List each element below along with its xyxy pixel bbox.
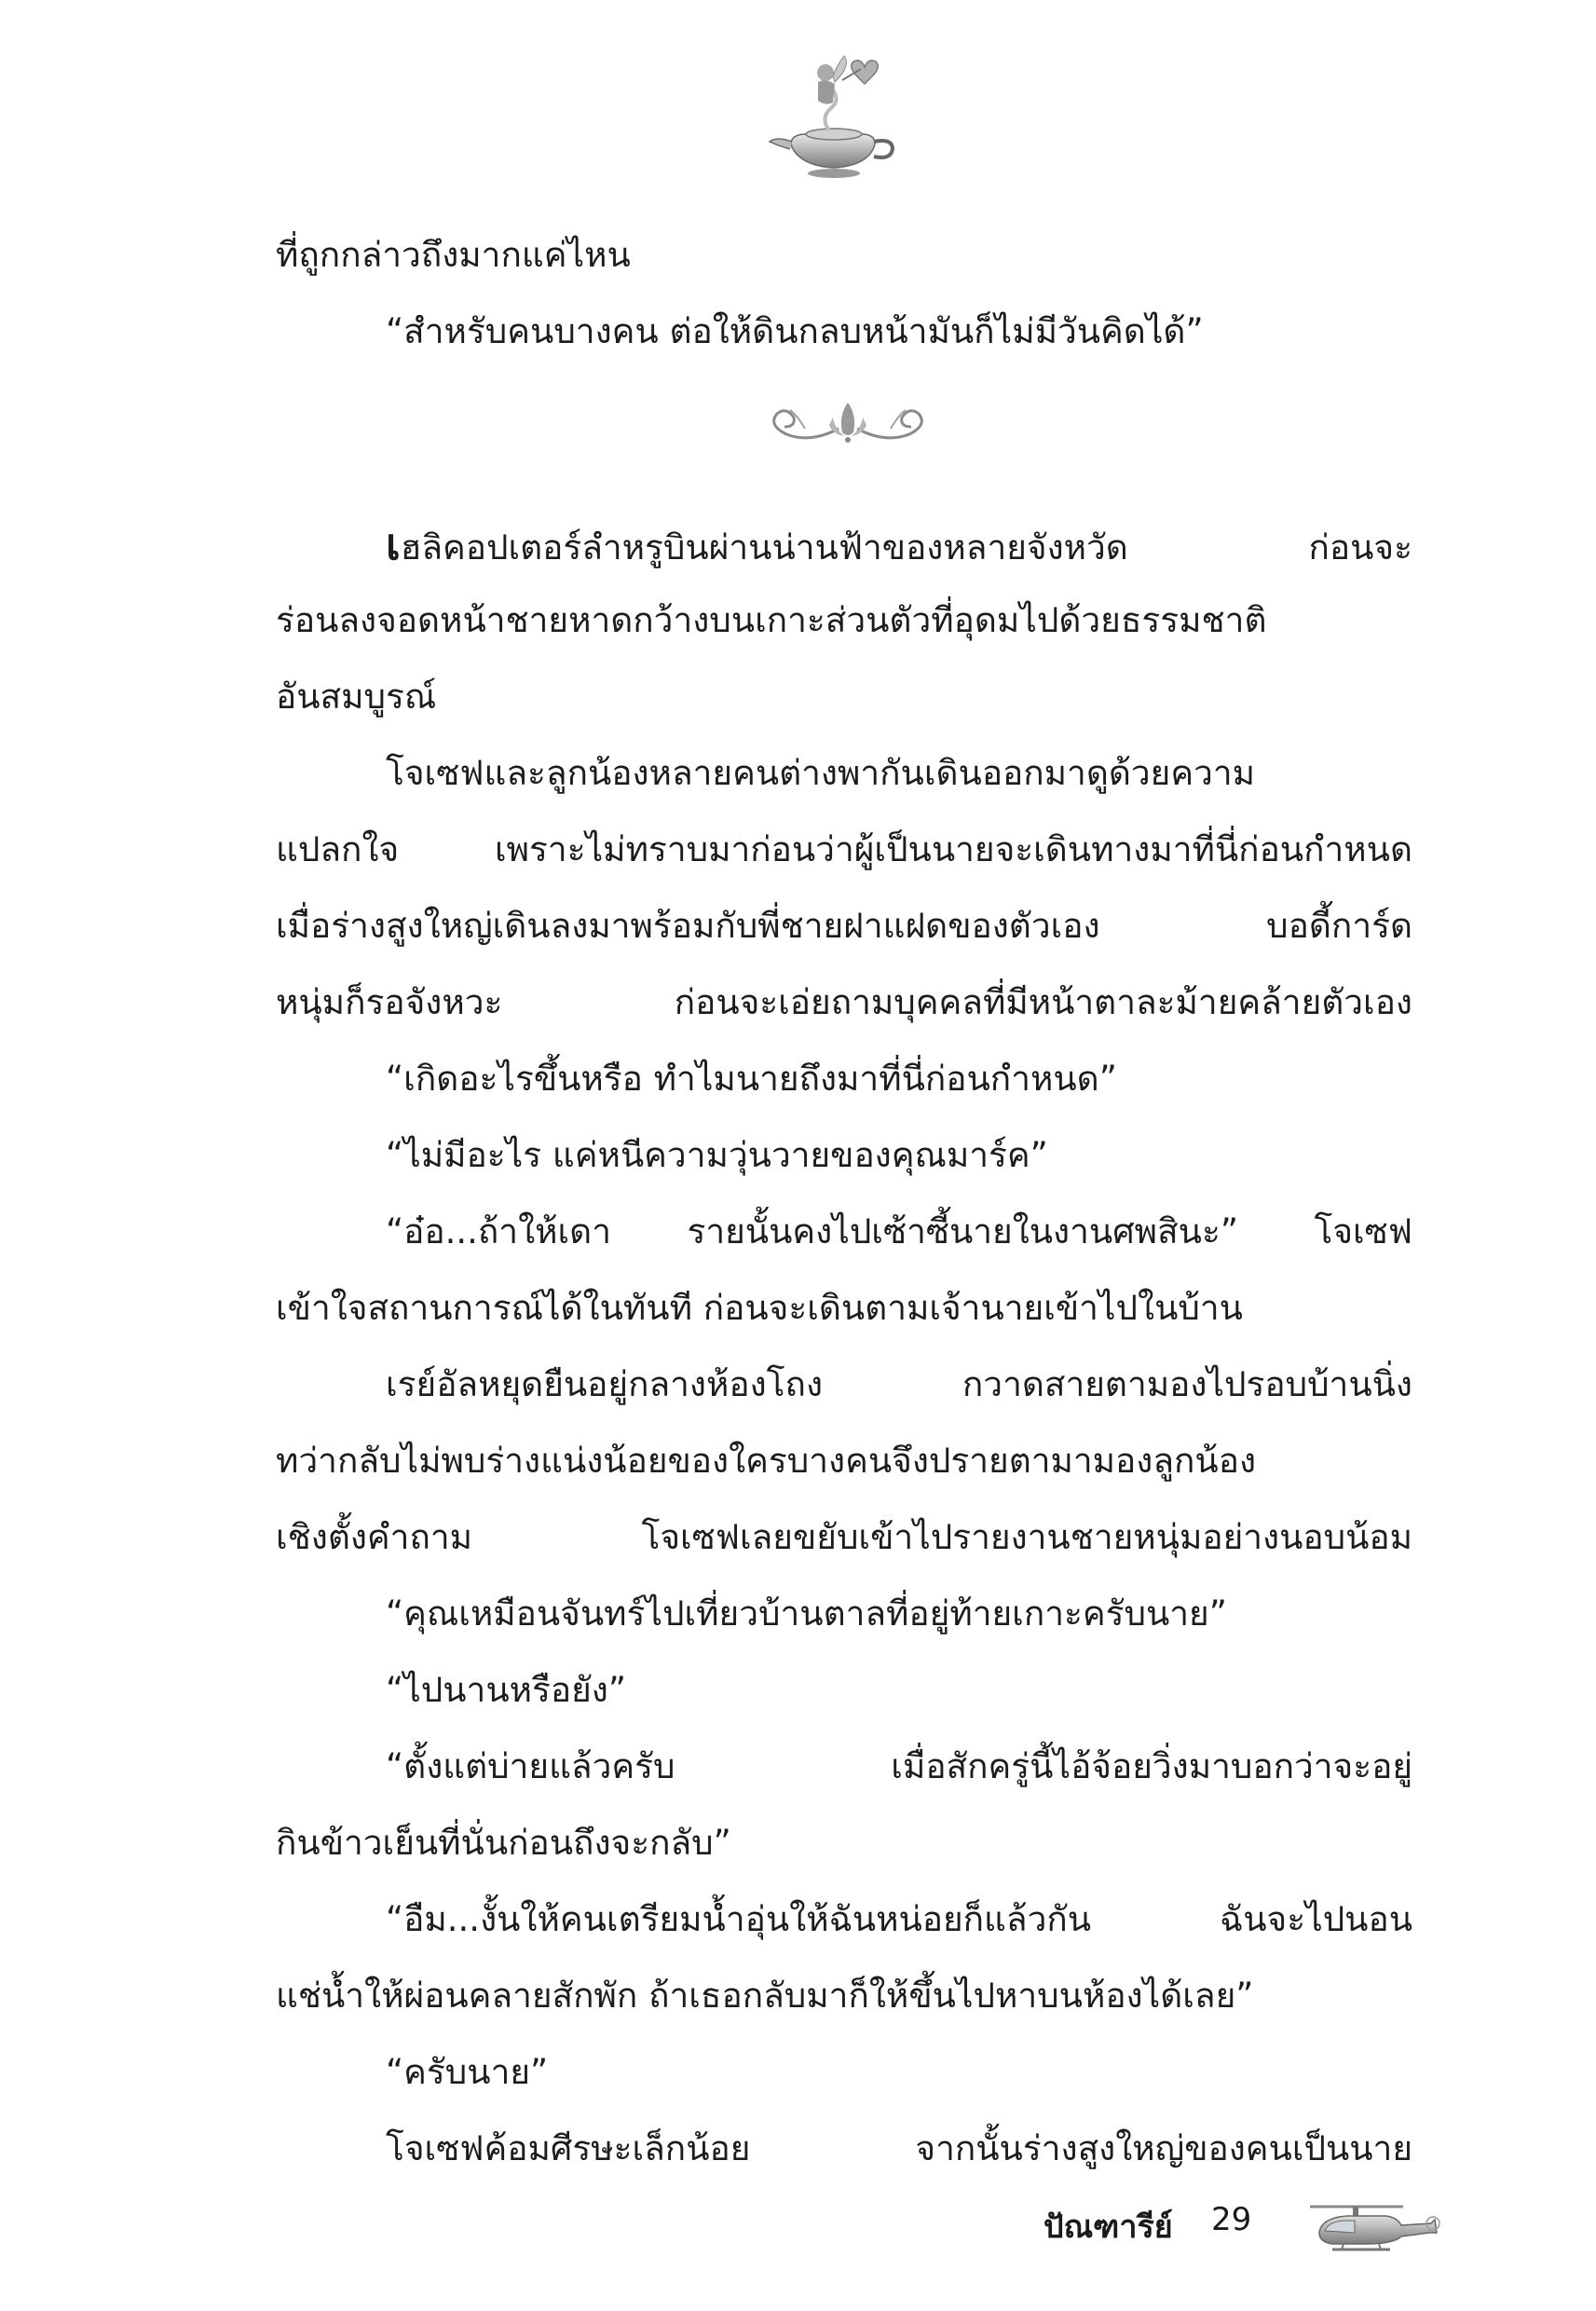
page-number: 29 bbox=[1211, 2201, 1252, 2238]
text-line: โจเซฟค้อมศีรษะเล็กน้อย จากนั้นร่างสูงใหญ่ของคนเป็นนาย bbox=[386, 2128, 1412, 2168]
lamp-cupid-ornament-icon bbox=[764, 45, 904, 185]
text-line: เชิงตั้งคำถาม โจเซฟเลยขยับเข้าไปรายงานชายหนุ่มอย่างนอบน้อม bbox=[276, 1517, 1412, 1557]
text-line: หนุ่มก็รอจังหวะ ก่อนจะเอ่ยถามบุคคลที่มีหน้าตาละม้ายคล้ายตัวเอง bbox=[276, 982, 1412, 1022]
dropcap: เ bbox=[386, 519, 401, 569]
book-title: ปัณฑารีย์ bbox=[1044, 2208, 1173, 2246]
quote-line: “อืม...งั้นให้คนเตรียมน้ำอุ่นให้ฉันหน่อยก็แล้วกัน ฉันจะไปนอน bbox=[386, 1899, 1412, 1939]
text-line: เรย์อัลหยุดยืนอยู่กลางห้องโถง กวาดสายตามองไปรอบบ้านนิ่ง bbox=[386, 1364, 1412, 1404]
quote-line: “ไปนานหรือยัง” bbox=[386, 1670, 627, 1710]
page-footer bbox=[0, 2195, 1596, 2261]
quote-line: “เกิดอะไรขึ้นหรือ ทำไมนายถึงมาที่นี่ก่อนกำหนด” bbox=[386, 1059, 1117, 1099]
text-line-content: ฮลิคอปเตอร์ลำหรูบินผ่านน่านฟ้าของหลายจังหวัด ก่อนจะ bbox=[400, 527, 1412, 567]
quote-line: “อ๋อ...ถ้าให้เดา รายนั้นคงไปเซ้าซี้นายในงานศพสินะ” โจเซฟ bbox=[386, 1211, 1412, 1251]
text-line: ทว่ากลับไม่พบร่างแน่งน้อยของใครบางคนจึงปรายตามามองลูกน้อง bbox=[276, 1441, 1257, 1481]
quote-line: “คุณเหมือนจันทร์ไปเที่ยวบ้านตาลที่อยู่ท้ายเกาะครับนาย” bbox=[386, 1593, 1227, 1634]
quote-line: “ครับนาย” bbox=[386, 2052, 549, 2092]
text-line: อันสมบูรณ์ bbox=[276, 677, 437, 717]
text-line: แปลกใจ เพราะไม่ทราบมาก่อนว่าผู้เป็นนายจะเดินทางมาที่นี่ก่อนกำหนด bbox=[276, 829, 1412, 869]
text-line: ร่อนลงจอดหน้าชายหาดกว้างบนเกาะส่วนตัวที่อุดมไปด้วยธรรมชาติ bbox=[276, 600, 1267, 640]
text-line bbox=[386, 516, 1412, 572]
helicopter-icon bbox=[1301, 2195, 1440, 2255]
text-line: เข้าใจสถานการณ์ได้ในทันที ก่อนจะเดินตามเจ้านายเข้าไปในบ้าน bbox=[276, 1288, 1243, 1328]
text-line: โจเซฟและลูกน้องหลายคนต่างพากันเดินออกมาดูด้วยความ bbox=[386, 753, 1256, 793]
text-line: ที่ถูกกล่าวถึงมากแค่ไหน bbox=[276, 235, 631, 275]
quote-line: “ไม่มีอะไร แค่หนีความวุ่นวายของคุณมาร์ค” bbox=[386, 1135, 1048, 1175]
quote-line: “สำหรับคนบางคน ต่อให้ดินกลบหน้ามันก็ไม่มีวันคิดได้” bbox=[386, 311, 1204, 351]
floral-scroll-divider-icon bbox=[745, 391, 950, 457]
text-line: แช่น้ำให้ผ่อนคลายสักพัก ถ้าเธอกลับมาก็ให้ขึ้นไปหาบนห้องได้เลย” bbox=[276, 1976, 1254, 2016]
text-line: เมื่อร่างสูงใหญ่เดินลงมาพร้อมกับพี่ชายฝาแฝดของตัวเอง บอดี้การ์ด bbox=[276, 906, 1412, 946]
text-line: กินข้าวเย็นที่นั่นก่อนถึงจะกลับ” bbox=[276, 1823, 731, 1863]
quote-line: “ตั้งแต่บ่ายแล้วครับ เมื่อสักครู่นี้ไอ้จ้อยวิ่งมาบอกว่าจะอยู่ bbox=[386, 1746, 1412, 1786]
